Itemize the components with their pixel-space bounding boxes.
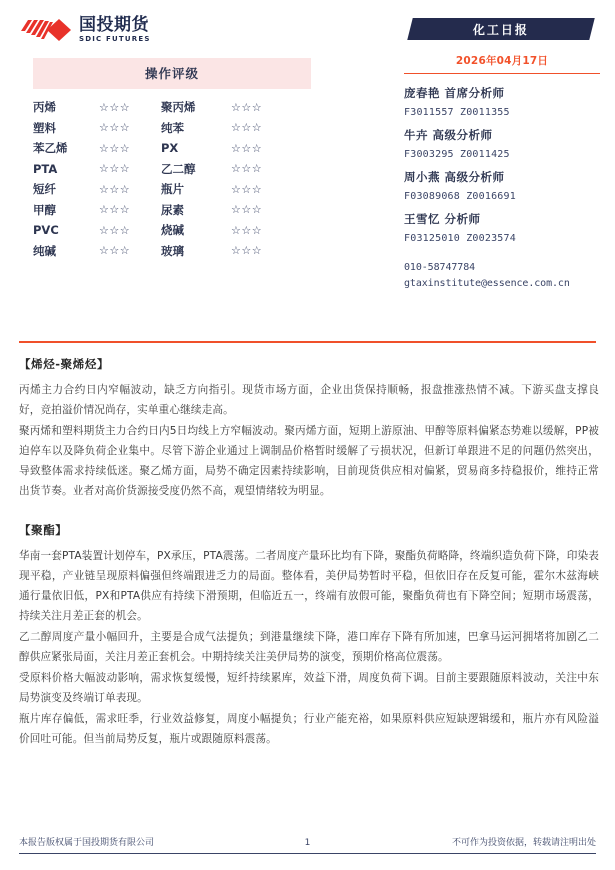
rating-stars: ☆☆☆ <box>99 101 131 114</box>
rating-stars: ☆☆☆ <box>231 183 263 196</box>
contact-block <box>404 262 600 289</box>
report-header <box>0 0 615 345</box>
rating-stars: ☆☆☆ <box>99 183 131 196</box>
report-body <box>19 356 599 750</box>
rating-stars: ☆☆☆ <box>99 163 131 176</box>
rating-stars: ☆☆☆ <box>99 204 131 217</box>
report-type-label: 化工日报 <box>472 22 529 37</box>
rating-name: 烧碱 <box>161 223 184 238</box>
footer-page-number: 1 <box>304 838 311 848</box>
rating-name: PVC <box>33 223 59 238</box>
footer-disclaimer: 不可作为投资依据，转载请注明出处 <box>451 838 596 848</box>
table-row <box>33 200 311 221</box>
analyst-name: 牛卉 高级分析师 <box>404 128 493 142</box>
analyst-license: F03089068 Z0016691 <box>404 191 516 202</box>
rating-stars: ☆☆☆ <box>231 122 263 135</box>
table-row <box>33 179 311 200</box>
analyst-name: 庞春艳 首席分析师 <box>404 86 505 100</box>
contact-email[interactable]: gtaxinstitute@essence.com.cn <box>404 278 570 289</box>
analyst-name: 王雪忆 分析师 <box>404 212 481 226</box>
rating-name: 苯乙烯 <box>33 141 68 156</box>
analyst-license: F3011557 Z0011355 <box>404 107 510 118</box>
rating-stars: ☆☆☆ <box>99 224 131 237</box>
rating-stars: ☆☆☆ <box>231 245 263 258</box>
rating-name: PX <box>161 141 179 156</box>
paragraph: 聚丙烯和塑料期货主力合约日内5日均线上方窄幅波动。聚丙烯方面，短期上游原油、甲醇等原料偏紧态势难以缓解，PP被迫停车以及降负荷企业集中。尽管下游企业通过上调制品价格暂时缓解了亏损状况，但新订单跟进不足的问题仍然突出，导致整体需求持续低迷。聚乙烯方面，局势不确定因素持续影响，目前现货供应相对偏紧，贸易商多持稳报价，维持正常出货节奏。业者对高价货源接受度仍然不高，观望情绪较为明显。 <box>19 425 599 497</box>
logo-diamond-icon <box>19 17 73 43</box>
footer-copyright: 本报告版权属于国投期货有限公司 <box>19 838 155 848</box>
table-row <box>33 220 311 241</box>
rating-name: 丙烯 <box>33 100 56 115</box>
rating-stars: ☆☆☆ <box>231 224 263 237</box>
rating-name: 乙二醇 <box>161 161 196 176</box>
rating-name: 纯苯 <box>161 120 184 135</box>
ratings-table <box>33 58 311 261</box>
analyst-list <box>404 85 600 244</box>
table-row <box>33 138 311 159</box>
rating-stars: ☆☆☆ <box>231 163 263 176</box>
rating-name: 塑料 <box>33 120 56 135</box>
table-row <box>33 97 311 118</box>
logo-wordmark <box>79 17 151 43</box>
report-type-banner <box>407 18 594 40</box>
paragraph: 乙二醇周度产量小幅回升，主要是合成气法提负；到港量继续下降，港口库存下降有所加速，巴拿马运河拥堵将加剧乙二醇供应紧张局面，关注月差正套机会。中期持续关注美伊局势的演变，预期价格高位震荡。 <box>19 631 599 663</box>
rating-name: 纯碱 <box>33 243 56 258</box>
report-date: 2026年04月17日 <box>455 55 549 67</box>
analyst-license: F03125010 Z0023574 <box>404 233 516 244</box>
contact-phone: 010-58747784 <box>404 262 476 273</box>
ratings-rows <box>33 97 311 261</box>
rating-name: PTA <box>33 161 58 176</box>
table-row <box>33 118 311 139</box>
section-heading-olefins: 【烯烃-聚烯烃】 <box>19 357 110 371</box>
report-date-wrap <box>404 51 600 74</box>
paragraph: 华南一套PTA装置计划停车，PX承压，PTA震荡。二者周度产量环比均有下降，聚酯负荷略降，终端织造负荷下降，印染表现平稳，产业链呈现原料偏强但终端跟进乏力的局面。整体看，美伊局势暂时平稳，但依旧存在反复可能，霍尔木兹海峡通行量依旧低，PX和PTA供应有持续下滑预期，但临近五一，终端有放假可能，聚酯负荷也有下降空间；短期市场震荡，持续关注月差正套的机会。 <box>19 550 599 622</box>
rating-name: 聚丙烯 <box>161 100 196 115</box>
logo-text-cn: 国投期货 <box>79 15 149 35</box>
table-row <box>33 241 311 262</box>
report-footer <box>19 835 596 854</box>
masthead-column <box>404 18 600 289</box>
rating-name: 尿素 <box>161 202 184 217</box>
analyst-name: 周小燕 高级分析师 <box>404 170 505 184</box>
paragraph: 受原料价格大幅波动影响，需求恢复缓慢，短纤持续累库，效益下滑，周度负荷下调。目前主要跟随原料波动，关注中东局势演变及终端订单表现。 <box>19 672 599 704</box>
rating-name: 短纤 <box>33 182 56 197</box>
rating-stars: ☆☆☆ <box>99 142 131 155</box>
paragraph: 瓶片库存偏低，需求旺季，行业效益修复，周度小幅提负；行业产能充裕，如果原料供应短缺逻辑缓和，瓶片亦有风险溢价回吐可能。但当前局势反复，瓶片或跟随原料震荡。 <box>19 713 599 745</box>
rating-stars: ☆☆☆ <box>231 204 263 217</box>
rating-name: 瓶片 <box>161 182 184 197</box>
rating-stars: ☆☆☆ <box>99 245 131 258</box>
table-row <box>33 159 311 180</box>
company-logo <box>19 17 151 43</box>
rating-stars: ☆☆☆ <box>99 122 131 135</box>
header-divider <box>19 341 596 343</box>
ratings-title: 操作评级 <box>33 58 311 89</box>
rating-name: 甲醇 <box>33 202 56 217</box>
analyst-license: F3003295 Z0011425 <box>404 149 510 160</box>
rating-stars: ☆☆☆ <box>231 101 263 114</box>
rating-stars: ☆☆☆ <box>231 142 263 155</box>
rating-name: 玻璃 <box>161 243 184 258</box>
section-heading-polyester: 【聚酯】 <box>19 523 68 537</box>
logo-text-en: SDIC FUTURES <box>79 35 151 43</box>
paragraph: 丙烯主力合约日内窄幅波动，缺乏方向指引。现货市场方面，企业出货保持顺畅，报盘推涨热情不减。下游买盘支撑良好，竞拍溢价情况尚存，实单重心继续走高。 <box>19 384 599 416</box>
